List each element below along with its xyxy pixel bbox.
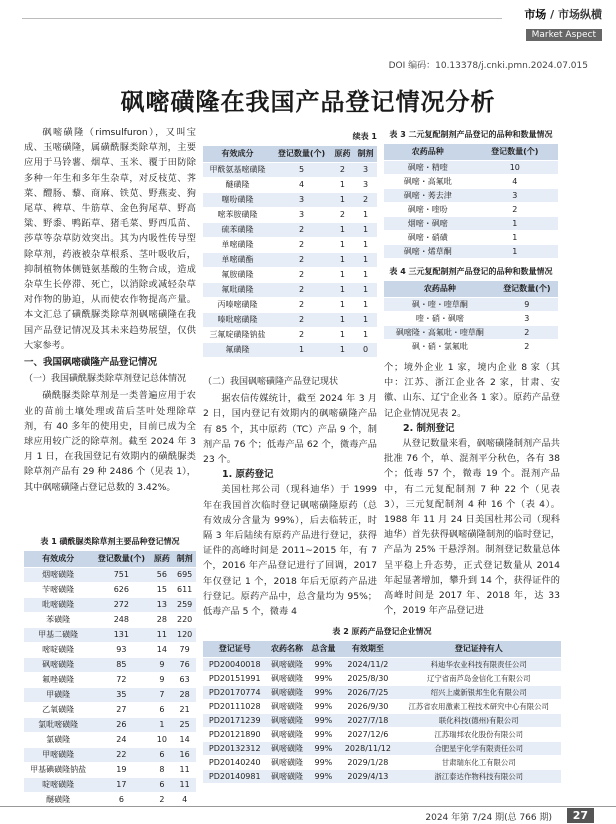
table-cell: 2 <box>272 327 331 342</box>
table-4-grid <box>384 281 558 354</box>
table-row <box>384 339 558 353</box>
table-row <box>24 717 196 732</box>
table-row <box>203 342 377 357</box>
table-cell: 1 <box>331 252 354 267</box>
table-cell: 1 <box>354 267 377 282</box>
table-cell: 砜嘧・高氟吡 <box>384 174 472 188</box>
table-row <box>203 222 377 237</box>
table-cell: 28 <box>151 612 174 627</box>
table-cell: 3 <box>496 311 558 325</box>
table-cell: 吡嘧磺隆 <box>24 597 92 612</box>
column-header: 原药 <box>151 551 174 567</box>
page-footer <box>0 806 616 824</box>
table-cell: PD20132312 <box>203 741 266 755</box>
table-cell: 35 <box>92 687 150 702</box>
doi: DOI 编码：10.13378/j.cnki.pmn.2024.07.015 <box>388 61 588 71</box>
column-1-text <box>24 125 196 495</box>
table-row <box>24 777 196 792</box>
table-row <box>203 267 377 282</box>
table-cell: 120 <box>173 627 196 642</box>
table-cell: PD20140981 <box>203 769 266 783</box>
table-cell: 1 <box>331 192 354 207</box>
table-cell: 丙嗪嘧磺隆 <box>203 297 272 312</box>
table-row <box>203 685 561 699</box>
table-3 <box>384 129 558 259</box>
table-1-caption: 表 1 磺酰脲类除草剂主要品种登记情况 <box>40 537 180 546</box>
table-cell: 砜嘧・精喹 <box>384 160 472 174</box>
table-row <box>203 297 377 312</box>
table-cell: 99% <box>307 713 339 727</box>
table-cell: 99% <box>307 671 339 685</box>
table-cell: 2 <box>272 252 331 267</box>
table-cell: 砜嘧・烯草酮 <box>384 244 472 258</box>
table-cell: 醚磺隆 <box>203 177 272 192</box>
table-cell: 2 <box>496 325 558 339</box>
subsection-heading-1-1: （一）我国磺酰脲类除草剂登记总体情况 <box>24 374 187 385</box>
column-header: 登记数量(个) <box>272 146 331 162</box>
table-row <box>24 792 196 807</box>
table-row <box>384 160 558 174</box>
table-row <box>203 252 377 267</box>
table-row <box>203 699 561 713</box>
table-cell: 2025/8/30 <box>339 671 396 685</box>
table-row <box>203 162 377 177</box>
table-cell: 2 <box>354 192 377 207</box>
column-header: 有效成分 <box>203 146 272 162</box>
table-cell: 7 <box>151 687 174 702</box>
table-cell: 浙江泰达作物科技有限公司 <box>396 769 561 783</box>
table-cell: 1 <box>354 282 377 297</box>
table-cell: 220 <box>173 612 196 627</box>
table-row <box>384 202 558 216</box>
table-row <box>24 597 196 612</box>
table-cell: 甘肃瑞东化工有限公司 <box>396 755 561 769</box>
table-cell: 72 <box>92 672 150 687</box>
table-cell: PD20111028 <box>203 699 266 713</box>
table-cell: 啶嘧磺隆 <box>24 777 92 792</box>
table-row <box>384 188 558 202</box>
table-cell: 99% <box>307 727 339 741</box>
table-cell: 4 <box>472 174 558 188</box>
table-cell: 2029/4/13 <box>339 769 396 783</box>
table-cell: 1 <box>354 237 377 252</box>
table-2-caption: 表 2 原药产品登记企业情况 <box>332 627 432 636</box>
table-cell: 6 <box>92 792 150 807</box>
table-cell: 噻吩磺隆 <box>203 192 272 207</box>
table-row <box>203 671 561 685</box>
table-cell: 苄嘧磺隆 <box>24 582 92 597</box>
table-cell: 1 <box>331 222 354 237</box>
table-cell: 1 <box>331 237 354 252</box>
column-header: 原药 <box>331 146 354 162</box>
table-cell: 14 <box>151 642 174 657</box>
paragraph-6: 从登记数量来看，砜嘧磺隆制剂产品共批准 76 个，单、混剂平分秋色，各有 38 个；低毒 57 个，微毒 19 个。混剂产品中，有二元复配制剂 7 种 22 个（见表 3），三元复配制剂 4 种 16 个（表 4）。1988 年 11 月 24 日美国杜邦公司（现科迪华）首先获得砜嘧磺隆制剂的临时登记，产品为 25% 干悬浮剂。制剂登记数量总体呈平稳上升态势，正式登记数量从 2014 年起显著增加，攀升到 14 个，获得证件的高峰时间是 2017 年、2018 年，达 33 个，2019 年产品登记进 <box>384 438 560 617</box>
table-cell: 烟嘧・砜嘧 <box>384 216 472 230</box>
table-row <box>24 687 196 702</box>
page-header <box>0 0 616 40</box>
table-cell: 2 <box>272 312 331 327</box>
table-cell: 131 <box>92 627 150 642</box>
paragraph-3: 据农信传媒统计，截至 2024 年 3 月 2 日，国内登记有效期内的砜嘧磺隆产品有 85 个，其中原药（TC）产品 9 个，制剂产品 76 个；低毒产品 62 个，微毒产品 23 个。 <box>203 393 377 466</box>
column-header: 登记数量(个) <box>496 281 558 297</box>
table-cell: 6 <box>151 747 174 762</box>
table-row <box>203 237 377 252</box>
table-cell: 三氟啶磺隆钠盐 <box>203 327 272 342</box>
table-row <box>24 582 196 597</box>
table-cell: 砜嘧磺隆 <box>266 699 307 713</box>
table-cell: 1 <box>331 177 354 192</box>
table-1 <box>24 536 196 808</box>
table-cell: 嘧啶磺隆 <box>24 642 92 657</box>
table-cell: 14 <box>173 732 196 747</box>
table-cell: 乙氧磺隆 <box>24 702 92 717</box>
table-cell: 1 <box>354 222 377 237</box>
subheading-formulation: 2. 制剂登记 <box>403 422 455 434</box>
table-row <box>203 657 561 671</box>
table-cell: 99% <box>307 657 339 671</box>
header-rule <box>22 18 502 19</box>
table-cell: 28 <box>173 687 196 702</box>
table-cell: 1 <box>354 252 377 267</box>
table-cell: 99% <box>307 685 339 699</box>
table-cell: PD20170774 <box>203 685 266 699</box>
table-cell: 2 <box>272 237 331 252</box>
column-header: 农药名称 <box>266 641 307 657</box>
table-cell: 砜・硝・氯氟吡 <box>384 339 496 353</box>
table-cell: 2026/7/25 <box>339 685 396 699</box>
column-header: 有效成分 <box>24 551 92 567</box>
table-row <box>384 244 558 258</box>
table-1-continued <box>203 131 377 358</box>
table-cell: 1 <box>331 282 354 297</box>
table-cell: 醚磺隆 <box>24 792 92 807</box>
column-header: 制剂 <box>173 551 196 567</box>
table-2-grid <box>203 641 561 784</box>
page-number: 27 <box>567 808 594 823</box>
table-cell: 2029/1/28 <box>339 755 396 769</box>
table-cell: 259 <box>173 597 196 612</box>
table-cell: 4 <box>272 177 331 192</box>
table-cell: 1 <box>472 230 558 244</box>
table-cell: 砜嘧・喹吩 <box>384 202 472 216</box>
table-cell: 1 <box>331 297 354 312</box>
table-cell: 氟胺磺隆 <box>203 267 272 282</box>
column-header: 登记数量(个) <box>472 144 558 160</box>
table-cell: 砜嘧磺隆 <box>266 685 307 699</box>
table-cell: 11 <box>173 762 196 777</box>
table-cell: 9 <box>496 297 558 311</box>
table-cell: 611 <box>173 582 196 597</box>
table-cell: 2 <box>496 339 558 353</box>
table-cell: 砜嘧磺隆 <box>266 657 307 671</box>
table-cell: 砜嘧磺隆 <box>266 769 307 783</box>
table-cell: 10 <box>472 160 558 174</box>
footer-rule <box>0 806 616 807</box>
table-cell: 2026/9/30 <box>339 699 396 713</box>
subheading-tc: 1. 原药登记 <box>222 469 274 481</box>
table-cell: 99% <box>307 769 339 783</box>
table-cell: 砜嘧・硝磺 <box>384 230 472 244</box>
table-cell: 单嘧磺酯 <box>203 252 272 267</box>
table-cell: 99% <box>307 755 339 769</box>
table-cell: 11 <box>173 777 196 792</box>
table-cell: 烟嘧磺隆 <box>24 567 92 582</box>
table-cell: 硫苯磺隆 <box>203 222 272 237</box>
table-cell: 联化科技(德州)有限公司 <box>396 713 561 727</box>
table-cell: 2 <box>331 207 354 222</box>
table-cell: PD20140240 <box>203 755 266 769</box>
table-row <box>24 612 196 627</box>
table-row <box>384 325 558 339</box>
table-cell: 13 <box>151 597 174 612</box>
table-cell: 辽宁省南芦岛金信化工有限公司 <box>396 671 561 685</box>
table-cell: 砜嘧磺隆 <box>266 741 307 755</box>
table-cell: 26 <box>92 717 150 732</box>
table-cell: 苯磺隆 <box>24 612 92 627</box>
table-cell: 砜嘧磺隆 <box>24 657 92 672</box>
column-header: 登记证号 <box>203 641 266 657</box>
column-header: 登记数量(个) <box>92 551 150 567</box>
table-row <box>203 741 561 755</box>
table-cell: 2 <box>472 202 558 216</box>
column-header: 制剂 <box>354 146 377 162</box>
paragraph-2: 磺酰脲类除草剂是一类普遍应用于农业的苗前土壤处理或苗后茎叶处理除草剂，有 40 多年的使用史，目前已成为全球应用较广泛的除草剂。截至 2024 年 3 月 1 日，在我国登记有效期内的磺酰脲类除草剂产品有 29 种 2486 个（见表 1），其中砜嘧磺隆占登记总数的 3.42%。 <box>24 390 196 493</box>
table-row <box>24 747 196 762</box>
table-cell: 19 <box>92 762 150 777</box>
table-cell: 751 <box>92 567 150 582</box>
intro-paragraph: 砜嘧磺隆（rimsulfuron），又叫宝成、玉嘧磺隆，属磺酰脲类除草剂，主要应用于马铃薯、烟草、玉米、覆于田防除多种一年生和多年生杂草，对反枝苋、荠菜、醴肠、藜、商麻、铁苋、野燕麦、狗尾草、稗草、牛筋草、金色狗尾草、野高粱、野黍、鸭跖草、猪毛菜、野西瓜苗、莎草等杂草防效突出。其为内吸性传导型除草剂，药液被杂草根系、茎叶吸收后，抑制植物体侧链氨基酸的生物合成，造成杂草生长停滞、死亡，以消除或减轻杂草对作物的胁迫，从而使农作物提高产量。本文汇总了磺酰脲类除草剂砜嘧磺隆在我国产品登记情况及其未来趋势展望，仅供大家参考。 <box>24 127 196 351</box>
table-cell: PD20121890 <box>203 727 266 741</box>
table-cell: 56 <box>151 567 174 582</box>
table-cell: 3 <box>472 188 558 202</box>
paragraph-4: 美国杜邦公司（现科迪华）于 1999 年在我国首次临时登记砜嘧磺隆原药（总有效成分含量为 99%），后去临转正，时隔 3 年后陆续有原药产品进行登记，获得证件的高峰时间是 2011~2015 年，有 7 个，2016 年产品登记进行了回调，2017 年仅登记 1 个，2018 年后无原药产品进行登记。原药产品中，总含量均为 95%；低毒产品 5 个，微毒 4 <box>203 484 377 618</box>
table-row <box>24 702 196 717</box>
issue-info: 2024 年第 7/24 期(总 766 期) <box>425 813 552 823</box>
table-row <box>203 327 377 342</box>
table-cell: 1 <box>331 267 354 282</box>
table-row <box>203 177 377 192</box>
table1b-header-row <box>203 146 377 162</box>
table-cell: 248 <box>92 612 150 627</box>
table-cell: 1 <box>354 312 377 327</box>
table-4 <box>384 266 558 354</box>
table-cell: 99% <box>307 741 339 755</box>
table-cell: 2027/12/6 <box>339 727 396 741</box>
table-cell: 1 <box>151 717 174 732</box>
table-row <box>203 769 561 783</box>
table2-header-row <box>203 641 561 657</box>
table-cell: 砜・喹・喹草酮 <box>384 297 496 311</box>
section-sub: 市场纵横 <box>558 8 602 21</box>
table-row <box>203 727 561 741</box>
table-cell: 8 <box>151 762 174 777</box>
table-cell: 单嘧磺隆 <box>203 237 272 252</box>
table-cell: 甲基二磺隆 <box>24 627 92 642</box>
subsection-heading-1-2: （二）我国砜嘧磺隆产品登记现状 <box>203 377 339 387</box>
table-cell: 1 <box>331 342 354 357</box>
table-cell: 695 <box>173 567 196 582</box>
table-1b-caption: 续表 1 <box>352 132 377 141</box>
table-cell: 3 <box>354 177 377 192</box>
table-cell: 1 <box>331 312 354 327</box>
table-row <box>203 282 377 297</box>
table-cell: 砜嘧磺隆 <box>266 713 307 727</box>
table-cell: 2 <box>272 267 331 282</box>
table-cell: 科迪华农业科技有限责任公司 <box>396 657 561 671</box>
table-cell: 1 <box>472 216 558 230</box>
table-row <box>24 762 196 777</box>
table-cell: 9 <box>151 672 174 687</box>
table-row <box>203 312 377 327</box>
table-4-caption: 表 4 三元复配制剂产品登记的品种和数量情况 <box>389 267 553 276</box>
table-cell: 甲基碘磺隆钠盐 <box>24 762 92 777</box>
table-cell: 2024/11/2 <box>339 657 396 671</box>
table-cell: 氯吡嘧磺隆 <box>24 717 92 732</box>
table-cell: 15 <box>151 582 174 597</box>
table-cell: 3 <box>354 162 377 177</box>
table-row <box>203 207 377 222</box>
table-cell: 2 <box>151 792 174 807</box>
table3-header-row <box>384 144 558 160</box>
table-row <box>384 230 558 244</box>
table-cell: 25 <box>173 717 196 732</box>
column-header: 总含量 <box>307 641 339 657</box>
table-row <box>203 192 377 207</box>
table1-header-row <box>24 551 196 567</box>
table-cell: 砜嘧隆・高氟吡・喹草酮 <box>384 325 496 339</box>
table-cell: 10 <box>151 732 174 747</box>
table-cell: 626 <box>92 582 150 597</box>
article-title: 砜嘧磺隆在我国产品登记情况分析 <box>120 87 496 116</box>
table-cell: PD20151991 <box>203 671 266 685</box>
table-row <box>24 672 196 687</box>
table-cell: 2 <box>272 297 331 312</box>
table-cell: 砜嘧磺隆 <box>266 755 307 769</box>
table-cell: 1 <box>354 207 377 222</box>
section-label: 市场 / 市场纵横 Market Aspect <box>524 8 602 40</box>
table-cell: 氯磺隆 <box>24 732 92 747</box>
table-cell: 江苏省农用激素工程技术研究中心有限公司 <box>396 699 561 713</box>
table-cell: 85 <box>92 657 150 672</box>
section-en: Market Aspect <box>526 29 602 41</box>
table-cell: 2 <box>331 162 354 177</box>
table-cell: 4 <box>173 792 196 807</box>
table-cell: 6 <box>151 777 174 792</box>
table-cell: 喹・硝・砜嘧 <box>384 311 496 325</box>
table-cell: PD20040018 <box>203 657 266 671</box>
column-header: 农药品种 <box>384 144 472 160</box>
table-cell: 21 <box>173 702 196 717</box>
table-cell: 2 <box>272 222 331 237</box>
table-cell: 氟吡磺隆 <box>203 282 272 297</box>
table-cell: 5 <box>272 162 331 177</box>
table-cell: 嘧苯胺磺隆 <box>203 207 272 222</box>
table-3-caption: 表 3 二元复配制剂产品登记的品种和数量情况 <box>389 130 553 139</box>
table-cell: 0 <box>354 342 377 357</box>
table-row <box>384 216 558 230</box>
column-2-text <box>203 374 377 619</box>
table-cell: 绍兴上虞新银邦生化有限公司 <box>396 685 561 699</box>
table-2 <box>203 626 561 784</box>
column-header: 登记证持有人 <box>396 641 561 657</box>
table4-header-row <box>384 281 558 297</box>
table-cell: 嗪吡嘧磺隆 <box>203 312 272 327</box>
section-main: 市场 <box>524 8 547 21</box>
table-row <box>384 174 558 188</box>
table-cell: 16 <box>173 747 196 762</box>
table-cell: 63 <box>173 672 196 687</box>
table-cell: PD20171239 <box>203 713 266 727</box>
table-cell: 17 <box>92 777 150 792</box>
table-cell: 江苏瑞邦农化股份有限公司 <box>396 727 561 741</box>
table-cell: 1 <box>354 327 377 342</box>
table-cell: 99% <box>307 699 339 713</box>
table-cell: 氟唑磺隆 <box>24 672 92 687</box>
table-cell: 砜嘧磺隆 <box>266 727 307 741</box>
table-cell: 氟磺隆 <box>203 342 272 357</box>
table-cell: 24 <box>92 732 150 747</box>
table-row <box>203 713 561 727</box>
table-cell: 1 <box>272 342 331 357</box>
table-row <box>24 732 196 747</box>
table-3-grid <box>384 144 558 259</box>
table-cell: 2028/11/12 <box>339 741 396 755</box>
table-1-grid <box>24 551 196 808</box>
table-row <box>24 567 196 582</box>
table-cell: 3 <box>272 207 331 222</box>
table-cell: 2 <box>272 282 331 297</box>
table-row <box>24 627 196 642</box>
table-cell: 11 <box>151 627 174 642</box>
table-row <box>24 642 196 657</box>
table-1b-grid <box>203 146 377 358</box>
table-cell: 合肥星宇化学有限责任公司 <box>396 741 561 755</box>
table-row <box>384 297 558 311</box>
table-cell: 甲磺隆 <box>24 687 92 702</box>
table-row <box>203 755 561 769</box>
column-3-text <box>384 360 560 618</box>
table-cell: 9 <box>151 657 174 672</box>
table-cell: 27 <box>92 702 150 717</box>
table-cell: 1 <box>472 244 558 258</box>
table-cell: 272 <box>92 597 150 612</box>
table-cell: 6 <box>151 702 174 717</box>
section-heading-1: 一、我国砜嘧磺隆产品登记情况 <box>24 357 158 369</box>
table-cell: 76 <box>173 657 196 672</box>
table-cell: 砜嘧・莠去津 <box>384 188 472 202</box>
table-cell: 93 <box>92 642 150 657</box>
table-cell: 22 <box>92 747 150 762</box>
paragraph-5: 个；境外企业 1 家，境内企业 8 家（其中：江苏、浙江企业各 2 家，甘肃、安徽、山东、辽宁企业各 1 家）。原药产品登记企业情况见表 2。 <box>384 362 560 419</box>
table-cell: 1 <box>331 327 354 342</box>
table-cell: 甲嘧磺隆 <box>24 747 92 762</box>
table-row <box>384 311 558 325</box>
table-cell: 1 <box>354 297 377 312</box>
table-cell: 甲酰氨基嘧磺隆 <box>203 162 272 177</box>
table-cell: 2027/7/18 <box>339 713 396 727</box>
table-cell: 79 <box>173 642 196 657</box>
column-header: 有效期至 <box>339 641 396 657</box>
table-row <box>24 657 196 672</box>
table-cell: 砜嘧磺隆 <box>266 671 307 685</box>
column-header: 农药品种 <box>384 281 496 297</box>
table-cell: 3 <box>272 192 331 207</box>
